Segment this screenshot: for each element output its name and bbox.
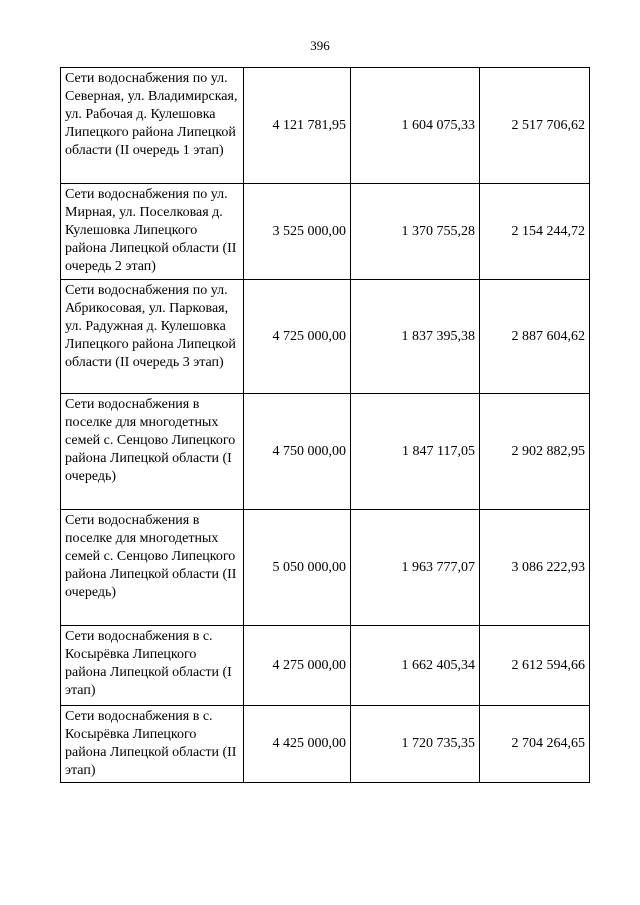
amount-a-cell: 1 604 075,33 — [351, 68, 480, 184]
object-name-cell: Сети водоснабжения в с. Косырёвка Липецкого района Липецкой области (I этап) — [61, 626, 244, 706]
amount-a-cell: 1 370 755,28 — [351, 184, 480, 280]
total-amount-cell: 3 525 000,00 — [244, 184, 351, 280]
table-row — [61, 68, 590, 184]
funding-table — [60, 67, 590, 783]
total-amount-cell: 4 275 000,00 — [244, 626, 351, 706]
object-name-cell: Сети водоснабжения по ул. Северная, ул. Владимирская, ул. Рабочая д. Кулешовка Липецкого района Липецкой области (II очередь 1 этап) — [61, 68, 244, 184]
amount-b-cell: 2 517 706,62 — [480, 68, 590, 184]
table-row — [61, 394, 590, 510]
amount-a-cell: 1 662 405,34 — [351, 626, 480, 706]
object-name-cell: Сети водоснабжения в с. Косырёвка Липецкого района Липецкой области (II этап) — [61, 706, 244, 783]
table-row — [61, 280, 590, 394]
table-row — [61, 626, 590, 706]
object-name-cell: Сети водоснабжения в поселке для многодетных семей с. Сенцово Липецкого района Липецкой области (I очередь) — [61, 394, 244, 510]
amount-b-cell: 3 086 222,93 — [480, 510, 590, 626]
amount-a-cell: 1 963 777,07 — [351, 510, 480, 626]
total-amount-cell: 4 750 000,00 — [244, 394, 351, 510]
table-row — [61, 706, 590, 783]
object-name-cell: Сети водоснабжения по ул. Мирная, ул. Поселковая д. Кулешовка Липецкого района Липецкой области (II очередь 2 этап) — [61, 184, 244, 280]
amount-b-cell: 2 902 882,95 — [480, 394, 590, 510]
table-row — [61, 510, 590, 626]
amount-a-cell: 1 847 117,05 — [351, 394, 480, 510]
amount-a-cell: 1 837 395,38 — [351, 280, 480, 394]
table-row — [61, 184, 590, 280]
total-amount-cell: 4 425 000,00 — [244, 706, 351, 783]
total-amount-cell: 4 121 781,95 — [244, 68, 351, 184]
object-name-cell: Сети водоснабжения по ул. Абрикосовая, ул. Парковая, ул. Радужная д. Кулешовка Липецкого района Липецкой области (II очередь 3 этап) — [61, 280, 244, 394]
total-amount-cell: 5 050 000,00 — [244, 510, 351, 626]
amount-b-cell: 2 704 264,65 — [480, 706, 590, 783]
amount-b-cell: 2 154 244,72 — [480, 184, 590, 280]
amount-b-cell: 2 887 604,62 — [480, 280, 590, 394]
amount-a-cell: 1 720 735,35 — [351, 706, 480, 783]
page-number: 396 — [310, 38, 330, 53]
amount-b-cell: 2 612 594,66 — [480, 626, 590, 706]
total-amount-cell: 4 725 000,00 — [244, 280, 351, 394]
object-name-cell: Сети водоснабжения в поселке для многодетных семей с. Сенцово Липецкого района Липецкой области (II очередь) — [61, 510, 244, 626]
